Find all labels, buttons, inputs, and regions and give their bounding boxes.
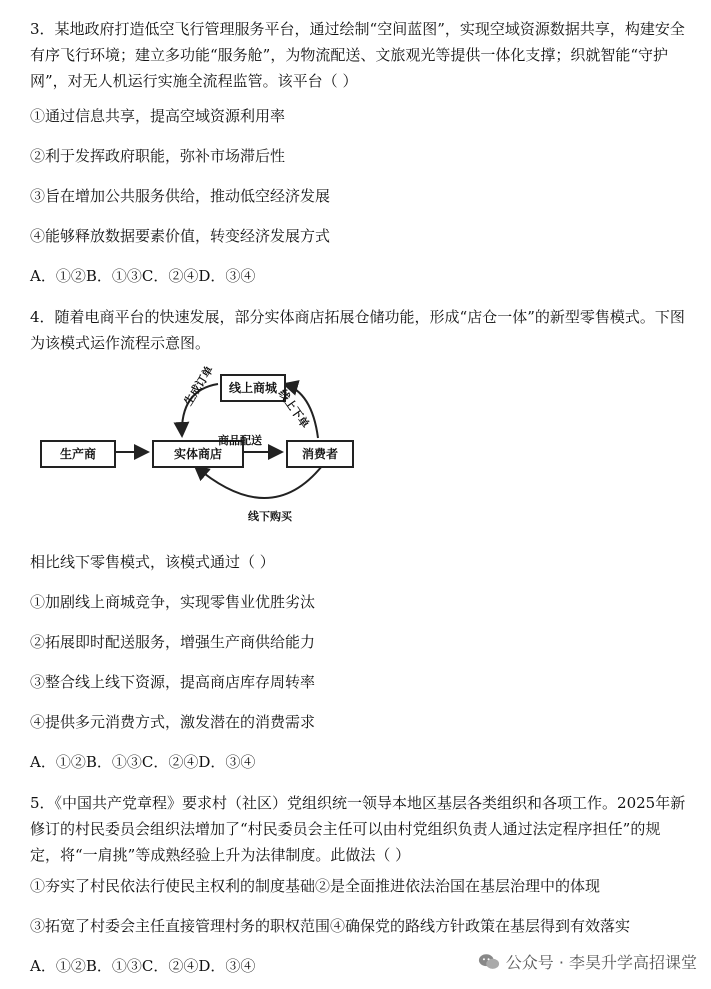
q5-stem: 5．《中国共产党章程》要求村（社区）党组织统一领导本地区基层各类组织和各项工作。2025年新修订的村民委员会组织法增加了“村民委员会主任可以由村党组织负责人通过法定程序担任”的规定，将“一肩挑”等成熟经验上升为法律制度。此做法（ ） xyxy=(30,794,686,864)
q3-answers: A．①②B．①③C．②④D．③④ xyxy=(30,267,256,285)
q4-option-2: ②拓展即时配送服务，增强生产商供给能力 xyxy=(30,633,316,651)
q3-option-4: ④能够释放数据要素价值，转变经济发展方式 xyxy=(30,227,331,245)
q3-option-3: ③旨在增加公共服务供给，推动低空经济发展 xyxy=(30,187,331,205)
q3-option-2: ②利于发挥政府职能，弥补市场滞后性 xyxy=(30,147,286,165)
watermark xyxy=(478,950,697,973)
node-producer: 生产商 xyxy=(40,440,116,468)
q3-option-1: ①通过信息共享，提高空域资源利用率 xyxy=(30,107,286,125)
q4-option-3: ③整合线上线下资源，提高商店库存周转率 xyxy=(30,673,316,691)
label-delivery: 商品配送 xyxy=(218,434,262,447)
q3-stem: 3．某地政府打造低空飞行管理服务平台，通过绘制“空间蓝图”，实现空域资源数据共享，构建安全有序飞行环境；建立多功能“服务舱”，为物流配送、文旅观光等提供一体化支撑；织就智能“守护网”，对无人机运行实施全流程监管。该平台（ ） xyxy=(30,20,685,90)
q5-options-3-4: ③拓宽了村委会主任直接管理村务的职权范围④确保党的路线方针政策在基层得到有效落实 xyxy=(30,917,631,935)
q5-answers: A．①②B．①③C．②④D．③④ xyxy=(30,957,256,975)
label-online-order: 线上下单 xyxy=(275,387,312,431)
node-online-mall: 线上商城 xyxy=(220,374,286,402)
flow-diagram xyxy=(30,360,370,540)
node-store: 实体商店 xyxy=(152,440,244,468)
q4-prompt: 相比线下零售模式，该模式通过（ ） xyxy=(30,553,275,571)
q4-stem: 4．随着电商平台的快速发展，部分实体商店拓展仓储功能，形成“店仓一体”的新型零售模式。下图为该模式运作流程示意图。 xyxy=(30,308,685,352)
watermark-text: 公众号 · 李昊升学高招课堂 xyxy=(505,953,697,972)
q4-option-1: ①加剧线上商城竞争，实现零售业优胜劣汰 xyxy=(30,593,316,611)
label-offline-purchase: 线下购买 xyxy=(248,510,292,523)
q4-answers: A．①②B．①③C．②④D．③④ xyxy=(30,753,256,771)
q4-option-4: ④提供多元消费方式，激发潜在的消费需求 xyxy=(30,713,316,731)
label-generate-order: 生成订单 xyxy=(181,363,217,408)
q5-options-1-2: ①夯实了村民依法行使民主权利的制度基础②是全面推进依法治国在基层治理中的体现 xyxy=(30,877,601,895)
node-consumer: 消费者 xyxy=(286,440,354,468)
wechat-icon xyxy=(478,951,500,973)
